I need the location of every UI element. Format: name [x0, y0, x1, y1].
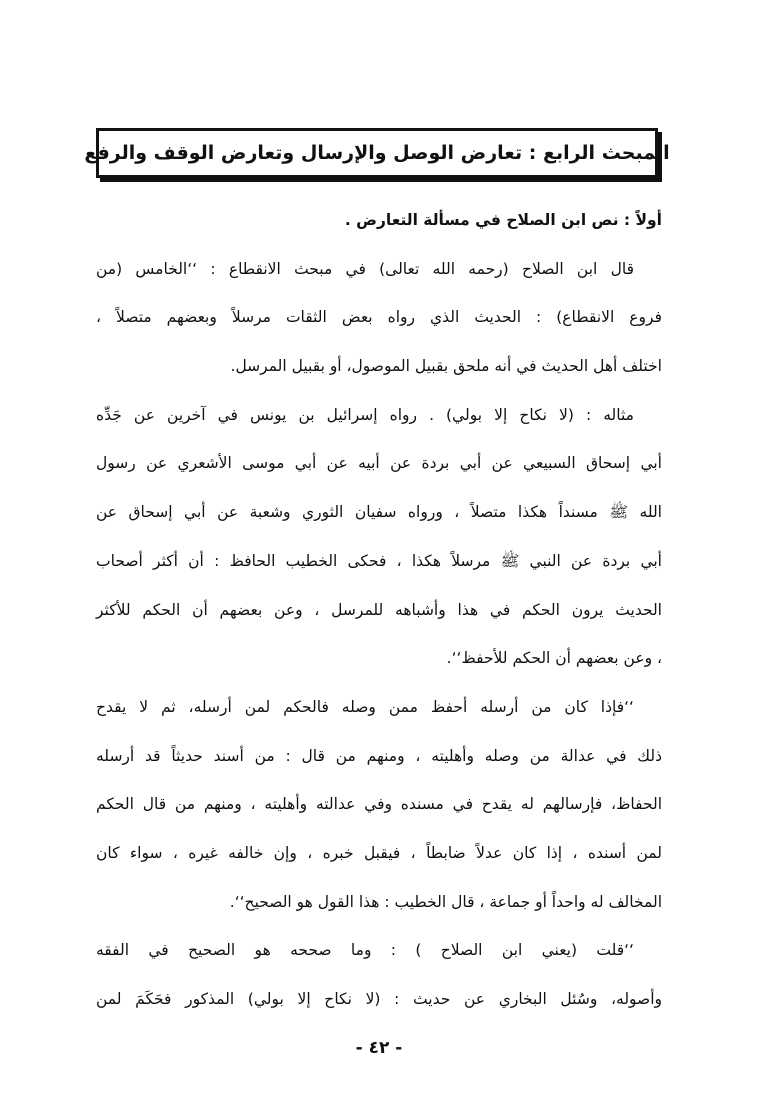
text-line: اختلف أهل الحديث في أنه ملحق بقبيل الموصول، أو بقبيل المرسل. — [230, 357, 662, 376]
text-line: أبي إسحاق السبيعي عن أبي بردة عن أبيه عن أبي موسى الأشعري عن رسول — [96, 454, 662, 473]
text-line: لمن أسنده ، إذا كان عدلاً ضابطاً ، فيقبل خبره ، وإن خالفه غيره ، سواء كان — [96, 843, 662, 862]
text-line: الله ﷺ مسنداً هكذا متصلاً ، ورواه سفيان الثوري وشعبة عن أبي إسحاق عن — [96, 503, 662, 522]
text-line: ، وعن بعضهم أن الحكم للأحفظ‘‘. — [446, 649, 662, 668]
text-line: قال ابن الصلاح (رحمه الله تعالى) في مبحث الانقطاع : ‘‘الخامس (من — [96, 259, 634, 278]
section-heading: المبحث الرابع : تعارض الوصل والإرسال وتعارض الوقف والرفع — [84, 142, 670, 164]
text-line: المخالف له واحداً أو جماعة ، قال الخطيب : هذا القول هو الصحيح‘‘. — [229, 892, 662, 911]
text-line: وأصوله، وسُئل البخاري عن حديث : (لا نكاح إلا بولي) المذكور فحَكَمَ لمن — [96, 990, 662, 1008]
text-line: ‘‘فإذا كان من أرسله أحفظ ممن وصله فالحكم لمن أرسله، ثم لا يقدح — [96, 697, 634, 716]
text-line: ‘‘قلت (يعني ابن الصلاح ) : وما صححه هو الصحيح في الفقه — [96, 941, 634, 960]
text-line: الحديث يرون الحكم في هذا وأشباهه للمرسل ، وعن بعضهم أن الحكم للأكثر — [96, 600, 662, 619]
section-heading-box — [84, 128, 670, 178]
text-line: فروع الانقطاع) : الحديث الذي رواه بعض الثقات مرسلاً وبعضهم متصلاً ، — [96, 308, 662, 327]
page-number: - ٤٢ - — [355, 1038, 403, 1058]
text-line: الحفاظ، فإرسالهم له يقدح في مسنده وفي عدالته وأهليته ، ومنهم من قال الحكم — [96, 795, 662, 814]
text-line: أبي بردة عن النبي ﷺ مرسلاً هكذا ، فحكى الخطيب الحافظ : أن أكثر أصحاب — [96, 551, 662, 570]
subheading: أولاً : نص ابن الصلاح في مسألة التعارض . — [344, 211, 662, 229]
text-line: مثاله : (لا نكاح إلا بولي) . رواه إسرائيل بن يونس في آخرين عن جَدِّه — [96, 405, 634, 424]
page-body-text — [96, 196, 662, 1024]
text-line: ذلك في عدالة من وصله وأهليته ، ومنهم من قال : من أسند حديثاً قد أرسله — [96, 746, 662, 765]
